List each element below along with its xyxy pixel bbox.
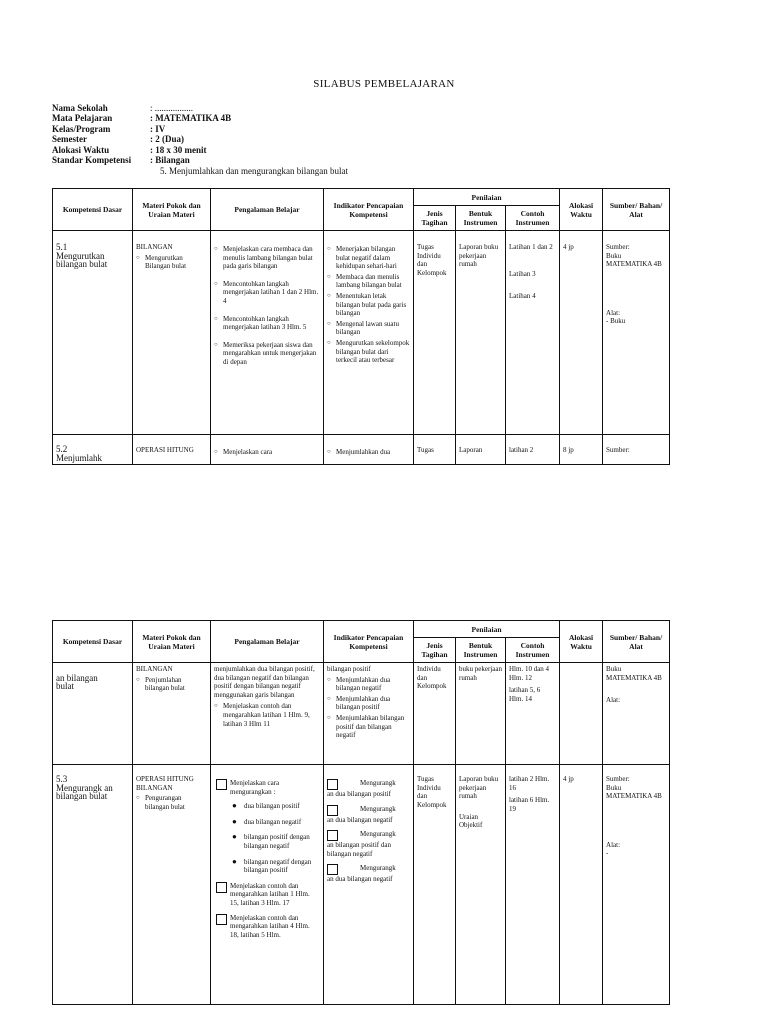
sumber-label: Sumber: (606, 775, 630, 783)
table-row (53, 765, 670, 1005)
identity-block (52, 103, 231, 165)
bullet-dot-icon: ● (232, 832, 237, 842)
header-jenis: Jenis Tagihan (414, 638, 456, 663)
indikator-item: Mengurangk an dua bilangan positif (327, 779, 396, 798)
header-jenis: Jenis Tagihan (414, 206, 456, 231)
info-value: : 18 x 30 menit (150, 144, 207, 155)
alat-label: Alat: (606, 840, 621, 849)
contoh-instrumen: latihan 5, 6 Hlm. 14 (509, 686, 541, 703)
bentuk-instrumen: Laporan buku pekerjaan rumah (459, 775, 499, 801)
indikator-item: ○ Membaca dan menulis lambang bilangan bulat (327, 273, 410, 290)
indikator-item: Mengurangk an bilangan positif dan bilangan negatif (327, 830, 396, 858)
bentuk-instrumen: buku pekerjaan rumah (456, 663, 506, 765)
info-value: : ................. (150, 103, 194, 113)
pengalaman-item: Menjelaskan contoh dan mengarahkan latihan 4 Hlm. 18, latihan 5 Hlm. (214, 914, 320, 940)
kd-number: 5.2 (56, 444, 68, 454)
sumber-label: Sumber: (606, 243, 630, 251)
materi-item: ○ Mengurutkan Bilangan bulat (136, 254, 207, 271)
checkbox-square-icon (216, 779, 227, 790)
header-indikator: Indikator Pencapaian Kompetensi (324, 621, 414, 663)
materi-title: BILANGAN (136, 665, 173, 673)
header-kd: Kompetensi Dasar (53, 621, 133, 663)
materi-title: BILANGAN (136, 243, 173, 251)
indikator-item: Mengurangk an dua bilangan negatif (327, 864, 396, 884)
sumber-label: Sumber: (603, 435, 670, 465)
indikator-item: ○ Menjumlahkan bilangan positif dan bilangan negatif (327, 714, 410, 740)
info-value: : Bilangan (150, 155, 190, 166)
kd-text: Mengurutkan bilangan bulat (56, 250, 108, 270)
bullet-dot-icon: ● (232, 801, 237, 811)
bullet-dot-icon: ● (232, 816, 237, 826)
checkbox-square-icon (216, 914, 227, 925)
info-label: Mata Pelajaran (52, 113, 113, 124)
checkbox-square-icon (327, 779, 338, 790)
bullet-dot-icon: ● (232, 856, 237, 866)
header-alokasi: Alokasi Waktu (560, 621, 603, 663)
pengalaman-item: ○ Menjelaskan cara (214, 448, 320, 457)
indikator-item: ○ Menerjakan bilangan bulat negatif dalam kehidupan sehari-hari (327, 245, 410, 271)
table-row (53, 435, 670, 465)
info-value: : IV (150, 123, 166, 134)
bentuk-instrumen: Uraian Objektif (459, 812, 483, 830)
contoh-instrumen: Latihan 1 dan 2 (509, 243, 553, 251)
kd-number: 5.3 (56, 774, 68, 784)
header-sumber: Sumber/ Bahan/ Alat (603, 621, 670, 663)
alat-item: - Buku (606, 317, 626, 326)
header-penilaian: Penilaian (414, 189, 560, 206)
header-indikator: Indikator Pencapaian Kompetensi (324, 189, 414, 231)
checkbox-square-icon (327, 805, 338, 816)
info-label: Alokasi Waktu (52, 144, 110, 155)
pengalaman-subitem: ● bilangan negatif dengan bilangan positif (232, 856, 312, 875)
pengalaman-item: ○ Mencontohkan langkah mengerjakan latihan 3 Hlm. 5 (214, 315, 320, 332)
pengalaman-item: ○ Menjelaskan contoh dan mengarahkan latihan 1 Hlm. 9, latihan 3 Hlm 11 (214, 702, 320, 728)
alat-item: - (606, 849, 609, 858)
pengalaman-subitem: ● dua bilangan positif (232, 801, 300, 811)
standar-kompetensi-item: 5. Menjumlahkan dan mengurangkan bilangan bulat (160, 166, 348, 176)
pengalaman-subitem: ● bilangan positif dengan bilangan negatif (232, 832, 310, 850)
contoh-instrumen: latihan 2 (506, 435, 560, 465)
jenis-tagihan: Tugas Individu dan Kelompok (414, 231, 456, 435)
sumber-buku: Buku MATEMATIKA 4B (606, 665, 662, 682)
pengalaman-item: Menjelaskan cara mengurangkan : (214, 779, 320, 796)
info-label: Nama Sekolah (52, 103, 108, 113)
pengalaman-item: Menjelaskan contoh dan mengarahkan latihan 1 Hlm. 15, latihan 3 Hlm. 17 (214, 882, 320, 908)
header-sumber: Sumber/ Bahan/ Alat (603, 189, 670, 231)
indikator-item: ○ Mengenal lawan suatu bilangan (327, 320, 410, 337)
header-contoh: Contoh Instrumen (506, 206, 560, 231)
alat-label: Alat: (606, 308, 621, 317)
contoh-instrumen: Latihan 3 (509, 269, 536, 278)
jenis-tagihan: Tugas (414, 435, 456, 465)
jenis-tagihan: Individu dan Kelompok (414, 663, 456, 765)
table-row (53, 231, 670, 435)
contoh-instrumen: latihan 2 Hlm. 16 (509, 775, 550, 792)
syllabus-table-2 (52, 620, 670, 1005)
indikator-item: ○ Menjumlahkan dua bilangan positif (327, 695, 410, 712)
indikator-item: ○ Menentukan letak bilangan bulat pada garis bilangan (327, 292, 410, 318)
header-materi: Materi Pokok dan Uraian Materi (133, 621, 211, 663)
alokasi-waktu: 4 jp (560, 231, 603, 435)
header-pengalaman: Pengalaman Belajar (211, 621, 324, 663)
header-penilaian: Penilaian (414, 621, 560, 638)
checkbox-square-icon (216, 882, 227, 893)
header-materi: Materi Pokok dan Uraian Materi (133, 189, 211, 231)
bentuk-instrumen: Laporan buku pekerjaan rumah (456, 231, 506, 435)
header-bentuk: Bentuk Instrumen (456, 638, 506, 663)
header-pengalaman: Pengalaman Belajar (211, 189, 324, 231)
contoh-instrumen: Latihan 4 (509, 292, 536, 301)
info-value: : 2 (Dua) (150, 134, 184, 145)
table-row (53, 663, 670, 765)
indikator-item: ○ Menjumlahkan dua (327, 448, 410, 457)
pengalaman-item: ○ Menjelaskan cara membaca dan menulis lambang bilangan bulat pada garis bilangan (214, 245, 320, 271)
bentuk-instrumen: Laporan (456, 435, 506, 465)
indikator-item: bilangan positif (327, 665, 371, 673)
sumber-buku: Buku MATEMATIKA 4B (606, 251, 662, 269)
checkbox-square-icon (327, 864, 338, 875)
kd-text: Menjumlahk (56, 452, 102, 463)
header-bentuk: Bentuk Instrumen (456, 206, 506, 231)
alokasi-waktu: 8 jp (560, 435, 603, 465)
info-label: Kelas/Program (52, 123, 111, 134)
info-label: Semester (52, 134, 87, 145)
indikator-item: Mengurangk an dua bilangan negatif (327, 804, 396, 824)
kd-text: an bilangan bulat (56, 672, 98, 692)
jenis-tagihan: Tugas Individu dan Kelompok (414, 765, 456, 1005)
alokasi-waktu: 4 jp (560, 765, 603, 1005)
pengalaman-item: ○ Memeriksa pekerjaan siswa dan mengarahkan untuk mengerjakan di depan (214, 341, 320, 367)
kd-number: 5.1 (56, 242, 68, 252)
pengalaman-item: ○ Mencontohkan langkah mengerjakan latihan 1 dan 2 Hlm. 4 (214, 280, 320, 306)
header-contoh: Contoh Instrumen (506, 638, 560, 663)
pengalaman-subitem: ● dua bilangan negatif (232, 816, 302, 826)
kd-text: Mengurangk an bilangan bulat (56, 782, 113, 802)
info-label: Standar Kompetensi (52, 155, 132, 166)
materi-title: OPERASI HITUNG (133, 435, 211, 465)
page-title: SILABUS PEMBELAJARAN (313, 78, 455, 90)
header-kd: Kompetensi Dasar (53, 189, 133, 231)
contoh-instrumen: Hlm. 10 dan 4 Hlm. 12 (509, 665, 550, 682)
checkbox-square-icon (327, 830, 338, 841)
info-value: : MATEMATIKA 4B (150, 113, 232, 124)
materi-item: ○ Penjumlahan bilangan bulat (136, 676, 207, 693)
header-alokasi: Alokasi Waktu (560, 189, 603, 231)
indikator-item: ○ Mengurutkan sekelompok bilangan bulat dari terkecil atau terbesar (327, 339, 410, 365)
contoh-instrumen: latihan 6 Hlm. 19 (509, 796, 550, 813)
alat-label: Alat: (606, 696, 621, 705)
indikator-item: ○ Menjumlahkan dua bilangan negatif (327, 676, 410, 693)
pengalaman-item: menjumlahkan dua bilangan positif, dua bilangan negatif dan bilangan positif dengan bilangan negatif menggunakan garis bilangan (214, 665, 315, 699)
syllabus-table-1 (52, 188, 670, 465)
sumber-buku: Buku MATEMATIKA 4B (606, 783, 662, 801)
materi-title: OPERASI HITUNG BILANGAN (136, 775, 194, 792)
materi-item: ○ Pengurangan bilangan bulat (136, 794, 207, 811)
